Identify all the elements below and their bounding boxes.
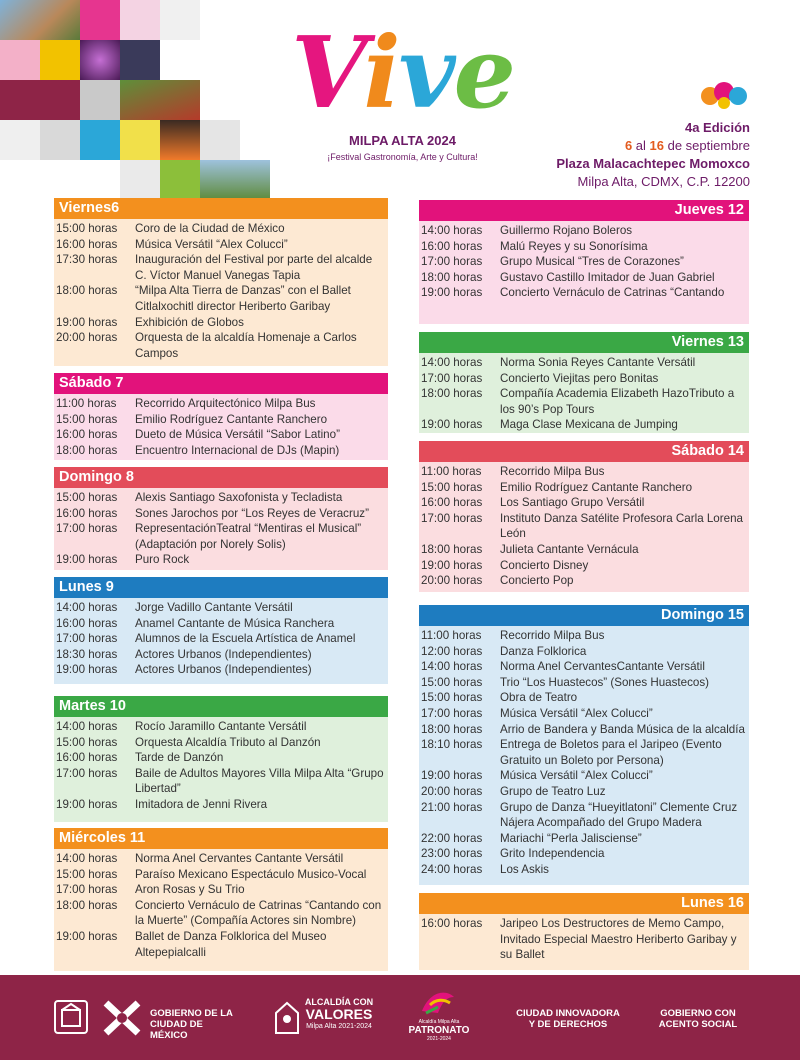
- event-list: [419, 353, 749, 433]
- event-description: Actores Urbanos (Independientes): [135, 663, 312, 677]
- day-block: [54, 373, 388, 460]
- event-description: Norma Anel CervantesCantante Versátil: [500, 660, 705, 674]
- event-description: Concierto Disney: [500, 558, 589, 572]
- event-row: [419, 464, 749, 480]
- event-time: 17:00 horas: [56, 522, 118, 536]
- event-row: [54, 631, 388, 647]
- event-description: Alexis Santiago Saxofonista y Tecladista: [135, 491, 343, 504]
- day-title: Domingo 8: [54, 467, 388, 488]
- event-time: 20:00 horas: [421, 574, 483, 588]
- event-row: [54, 427, 388, 443]
- day-block: [54, 467, 388, 570]
- event-time: 19:00 horas: [421, 769, 483, 783]
- event-row: [419, 675, 749, 691]
- event-row: [419, 417, 749, 433]
- event-row: [419, 644, 749, 660]
- cdmx-shield-icon: [52, 998, 90, 1036]
- event-row: [419, 659, 749, 675]
- event-time: 21:00 horas: [421, 800, 483, 814]
- event-description: Dueto de Música Versátil “Sabor Latino”: [135, 428, 340, 442]
- event-row: [419, 846, 749, 862]
- event-row: [54, 929, 388, 960]
- event-description: Grupo de Teatro Luz: [500, 784, 606, 798]
- event-row: [54, 315, 388, 331]
- event-description: Puro Rock: [135, 553, 190, 567]
- event-time: 18:00 horas: [56, 898, 118, 912]
- event-time: 15:00 horas: [421, 691, 483, 705]
- footer: [0, 975, 800, 1060]
- event-row: [54, 506, 388, 522]
- event-row: [419, 495, 749, 511]
- event-time: 18:30 horas: [56, 647, 118, 661]
- event-time: 14:00 horas: [421, 224, 483, 237]
- event-list: [419, 626, 749, 878]
- event-description: Compañía Academia Elizabeth HazoTributo a los 90’s Pop Tours: [500, 387, 735, 416]
- cdmx-gov-text: GOBIERNO DE LA CIUDAD DE MÉXICO: [150, 1008, 233, 1041]
- event-row: [419, 800, 749, 831]
- day-title: Jueves 12: [419, 200, 749, 221]
- event-description: Norma Anel Cervantes Cantante Versátil: [135, 852, 344, 865]
- event-time: 17:00 horas: [56, 632, 118, 646]
- event-row: [54, 252, 388, 283]
- event-row: [54, 221, 388, 237]
- event-description: Alumnos de la Escuela Artística de Anamel: [135, 632, 356, 646]
- event-row: [419, 223, 749, 239]
- event-row: [54, 552, 388, 568]
- event-row: [419, 831, 749, 847]
- event-row: [54, 735, 388, 751]
- event-time: 19:00 horas: [421, 286, 483, 300]
- day-block: [419, 200, 749, 324]
- event-description: Música Versátil “Alex Colucci”: [135, 237, 288, 251]
- day-title: Miércoles 11: [54, 828, 388, 849]
- day-block: [54, 696, 388, 822]
- event-time: 12:00 horas: [421, 644, 483, 658]
- event-time: 19:00 horas: [56, 553, 118, 567]
- event-time: 20:00 horas: [421, 784, 483, 798]
- event-description: Recorrido Arquitectónico Milpa Bus: [135, 397, 316, 410]
- event-description: Música Versátil “Alex Colucci”: [500, 769, 653, 783]
- event-row: [54, 867, 388, 883]
- patronato-text: Alcaldía Milpa Alta PATRONATO 2021-2024: [408, 1019, 470, 1042]
- event-time: 18:10 horas: [421, 738, 483, 752]
- event-description: Anamel Cantante de Música Ranchera: [135, 616, 335, 630]
- event-time: 16:00 horas: [56, 506, 118, 520]
- gobierno-acento-text: GOBIERNO CON ACENTO SOCIAL: [658, 1008, 738, 1030]
- event-time: 14:00 horas: [56, 720, 118, 733]
- event-row: [419, 737, 749, 768]
- event-description: Orquesta Alcaldía Tributo al Danzón: [135, 735, 321, 749]
- event-list: [54, 717, 388, 813]
- event-row: [54, 600, 388, 616]
- event-row: [419, 270, 749, 286]
- event-description: Baile de Adultos Mayores Villa Milpa Alta “Grupo Libertad”: [135, 766, 384, 796]
- event-time: 19:00 horas: [421, 418, 483, 432]
- day-block: [419, 605, 749, 885]
- event-row: [419, 386, 749, 417]
- event-row: [54, 766, 388, 797]
- event-row: [54, 647, 388, 663]
- event-time: 14:00 horas: [421, 660, 483, 674]
- event-address: Milpa Alta, CDMX, C.P. 12200: [577, 174, 750, 189]
- event-time: 15:00 horas: [56, 491, 118, 504]
- alcaldia-logo-icon: [272, 997, 302, 1037]
- event-row: [54, 490, 388, 506]
- event-row: [54, 237, 388, 253]
- event-description: Recorrido Milpa Bus: [500, 465, 605, 478]
- event-time: 16:00 horas: [56, 237, 118, 251]
- day-block: [419, 893, 749, 970]
- day-title: Domingo 15: [419, 605, 749, 626]
- event-row: [54, 882, 388, 898]
- event-time: 15:00 horas: [56, 412, 118, 426]
- event-description: Actores Urbanos (Independientes): [135, 647, 312, 661]
- event-row: [54, 396, 388, 412]
- event-time: 16:00 horas: [56, 428, 118, 442]
- day-block: [419, 332, 749, 433]
- event-row: [419, 573, 749, 589]
- event-description: Emilio Rodríguez Cantante Ranchero: [500, 480, 693, 494]
- event-time: 14:00 horas: [56, 601, 118, 614]
- edition: 4a Edición: [684, 120, 750, 135]
- day-title: Sábado 7: [54, 373, 388, 394]
- event-row: [54, 662, 388, 678]
- vive-mini-icon: [698, 78, 750, 112]
- event-description: Los Askis: [500, 862, 549, 876]
- event-description: “Milpa Alta Tierra de Danzas” con el Ballet Citlalxochitl director Heriberto Garibay: [135, 284, 351, 313]
- event-time: 15:00 horas: [56, 735, 118, 749]
- event-row: [419, 511, 749, 542]
- event-place: Plaza Malacachtepec Momoxco: [556, 156, 750, 171]
- event-description: Grito Independencia: [500, 847, 605, 861]
- event-list: [54, 488, 388, 568]
- event-row: [419, 355, 749, 371]
- event-row: [54, 283, 388, 314]
- event-description: Emilio Rodríguez Cantante Ranchero: [135, 412, 328, 426]
- event-list: [54, 849, 388, 960]
- event-time: 16:00 horas: [56, 616, 118, 630]
- event-description: Instituto Danza Satélite Profesora Carla Lorena León: [500, 511, 743, 541]
- event-row: [54, 616, 388, 632]
- event-time: 17:30 horas: [56, 253, 118, 267]
- event-description: Entrega de Boletos para el Jaripeo (Evento Gratuito un Boleto por Persona): [500, 738, 722, 767]
- cdmx-logo-icon: [100, 995, 144, 1041]
- event-time: 19:00 horas: [56, 797, 118, 811]
- day-title: Lunes 16: [419, 893, 749, 914]
- day-block: [54, 577, 388, 684]
- event-row: [54, 851, 388, 867]
- event-description: Maga Clase Mexicana de Jumping: [500, 418, 678, 432]
- event-time: 24:00 horas: [421, 862, 483, 876]
- event-description: Tarde de Danzón: [135, 751, 224, 765]
- event-row: [54, 443, 388, 459]
- vive-logo: [275, 18, 530, 168]
- event-list: [419, 914, 749, 963]
- event-row: [54, 898, 388, 929]
- day-title: Viernes 13: [419, 332, 749, 353]
- day-title: Lunes 9: [54, 577, 388, 598]
- logo-tagline: ¡Festival Gastronomía, Arte y Cultura!: [327, 152, 478, 162]
- event-description: Concierto Vernáculo de Catrinas “Cantando con la Muerte” (Compañía Actores sin Nombre): [135, 898, 382, 928]
- day-block: [54, 198, 388, 366]
- event-description: Jaripeo Los Destructores de Memo Campo, Invitado Especial Maestro Heriberto Garibay y su Ballet: [500, 917, 737, 962]
- event-row: [54, 412, 388, 428]
- event-description: RepresentaciónTeatral “Mentiras el Musical” (Adaptación por Norely Solis): [135, 522, 362, 551]
- event-row: [419, 558, 749, 574]
- event-time: 18:00 horas: [421, 542, 483, 556]
- event-time: 17:00 horas: [56, 766, 118, 780]
- event-time: 18:00 horas: [421, 270, 483, 284]
- event-list: [54, 394, 388, 458]
- event-time: 18:00 horas: [421, 387, 483, 401]
- event-list: [54, 219, 388, 361]
- event-time: 18:00 horas: [421, 722, 483, 736]
- event-description: Danza Folklorica: [500, 644, 587, 658]
- event-time: 15:00 horas: [56, 222, 118, 235]
- day-title: Sábado 14: [419, 441, 749, 462]
- day-block: [419, 441, 749, 592]
- event-row: [419, 690, 749, 706]
- day-title: Martes 10: [54, 696, 388, 717]
- event-time: 18:00 horas: [56, 284, 118, 298]
- event-description: Norma Sonia Reyes Cantante Versátil: [500, 356, 696, 369]
- event-description: Aron Rosas y Su Trio: [135, 883, 245, 897]
- event-time: 11:00 horas: [421, 629, 482, 642]
- event-description: Malú Reyes y su Sonorísima: [500, 239, 648, 253]
- event-description: Encuentro Internacional de DJs (Mapin): [135, 443, 340, 457]
- event-description: Gustavo Castillo Imitador de Juan Gabriel: [500, 270, 715, 284]
- logo-title: MILPA ALTA 2024: [349, 133, 456, 148]
- event-time: 19:00 horas: [56, 663, 118, 677]
- event-time: 17:00 horas: [421, 706, 483, 720]
- event-time: 17:00 horas: [421, 371, 483, 385]
- event-row: [54, 797, 388, 813]
- event-time: 19:00 horas: [56, 929, 118, 943]
- event-row: [54, 750, 388, 766]
- event-description: Grupo Musical “Tres de Corazones”: [500, 255, 684, 269]
- event-description: Trio “Los Huastecos” (Sones Huastecos): [500, 675, 709, 689]
- event-row: [419, 916, 749, 963]
- event-list: [54, 598, 388, 678]
- event-description: Coro de la Ciudad de México: [135, 222, 285, 235]
- event-time: 17:00 horas: [56, 883, 118, 897]
- day-block: [54, 828, 388, 971]
- event-description: Inauguración del Festival por parte del alcalde C. Víctor Manuel Vanegas Tapia: [135, 253, 373, 282]
- event-description: Concierto Vernáculo de Catrinas “Cantando: [500, 286, 725, 300]
- event-row: [54, 521, 388, 552]
- event-row: [419, 239, 749, 255]
- event-time: 16:00 horas: [421, 496, 483, 510]
- event-description: Julieta Cantante Vernácula: [500, 542, 639, 556]
- event-description: Los Santiago Grupo Versátil: [500, 496, 645, 510]
- event-description: Concierto Viejitas pero Bonitas: [500, 371, 659, 385]
- event-dates: 6 al 16 de septiembre: [624, 138, 750, 153]
- event-time: 17:00 horas: [421, 255, 483, 269]
- event-description: Paraíso Mexicano Espectáculo Musico-Vocal: [135, 867, 367, 881]
- event-row: [54, 330, 388, 361]
- event-description: Rocío Jaramillo Cantante Versátil: [135, 720, 307, 733]
- event-row: [419, 862, 749, 878]
- event-description: Guillermo Rojano Boleros: [500, 224, 633, 237]
- bird-logo-icon: [416, 985, 460, 1019]
- event-time: 16:00 horas: [421, 917, 483, 930]
- event-time: 20:00 horas: [56, 331, 118, 345]
- event-description: Sones Jarochos por “Los Reyes de Veracruz”: [135, 506, 369, 520]
- event-description: Jorge Vadillo Cantante Versátil: [135, 601, 293, 614]
- event-description: Recorrido Milpa Bus: [500, 629, 605, 642]
- event-row: [419, 542, 749, 558]
- photo-collage: [0, 0, 270, 200]
- event-time: 15:00 horas: [421, 480, 483, 494]
- event-time: 14:00 horas: [421, 356, 483, 369]
- event-row: [419, 254, 749, 270]
- event-info: [556, 119, 750, 191]
- event-row: [419, 371, 749, 387]
- event-description: Mariachi “Perla Jalisciense”: [500, 831, 642, 845]
- event-list: [419, 221, 749, 301]
- event-row: [419, 480, 749, 496]
- event-description: Arrio de Bandera y Banda Música de la alcaldía: [500, 722, 745, 736]
- event-time: 15:00 horas: [421, 675, 483, 689]
- event-row: [419, 722, 749, 738]
- event-description: Concierto Pop: [500, 574, 574, 588]
- event-description: Grupo de Danza “Hueyitlatoni” Clemente Cruz Nájera Acompañado del Grupo Madera: [500, 800, 738, 830]
- event-time: 23:00 horas: [421, 847, 483, 861]
- event-description: Orquesta de la alcaldía Homenaje a Carlos Campos: [135, 331, 357, 360]
- event-row: [54, 719, 388, 735]
- event-description: Imitadora de Jenni Rivera: [135, 797, 268, 811]
- alcaldia-valores-text: ALCALDÍA CON VALORES Milpa Alta 2021-2024: [304, 997, 374, 1030]
- day-title: Viernes6: [54, 198, 388, 219]
- event-description: Obra de Teatro: [500, 691, 578, 705]
- event-time: 16:00 horas: [421, 239, 483, 253]
- event-row: [419, 768, 749, 784]
- logo-wordmark: Vive: [291, 16, 514, 131]
- event-time: 22:00 horas: [421, 831, 483, 845]
- event-time: 14:00 horas: [56, 852, 118, 865]
- event-time: 16:00 horas: [56, 751, 118, 765]
- event-list: [419, 462, 749, 589]
- event-row: [419, 285, 749, 301]
- event-row: [419, 784, 749, 800]
- event-time: 19:00 horas: [56, 315, 118, 329]
- ciudad-innovadora-text: CIUDAD INNOVADORA Y DE DERECHOS: [516, 1008, 620, 1030]
- event-time: 15:00 horas: [56, 867, 118, 881]
- event-time: 11:00 horas: [56, 397, 117, 410]
- event-description: Exhibición de Globos: [135, 315, 244, 329]
- event-time: 19:00 horas: [421, 558, 483, 572]
- event-time: 17:00 horas: [421, 511, 483, 525]
- event-time: 11:00 horas: [421, 465, 482, 478]
- event-time: 18:00 horas: [56, 443, 118, 457]
- event-row: [419, 628, 749, 644]
- event-row: [419, 706, 749, 722]
- event-description: Música Versátil “Alex Colucci”: [500, 706, 653, 720]
- event-description: Ballet de Danza Folklorica del Museo Altepepialcalli: [135, 929, 327, 959]
